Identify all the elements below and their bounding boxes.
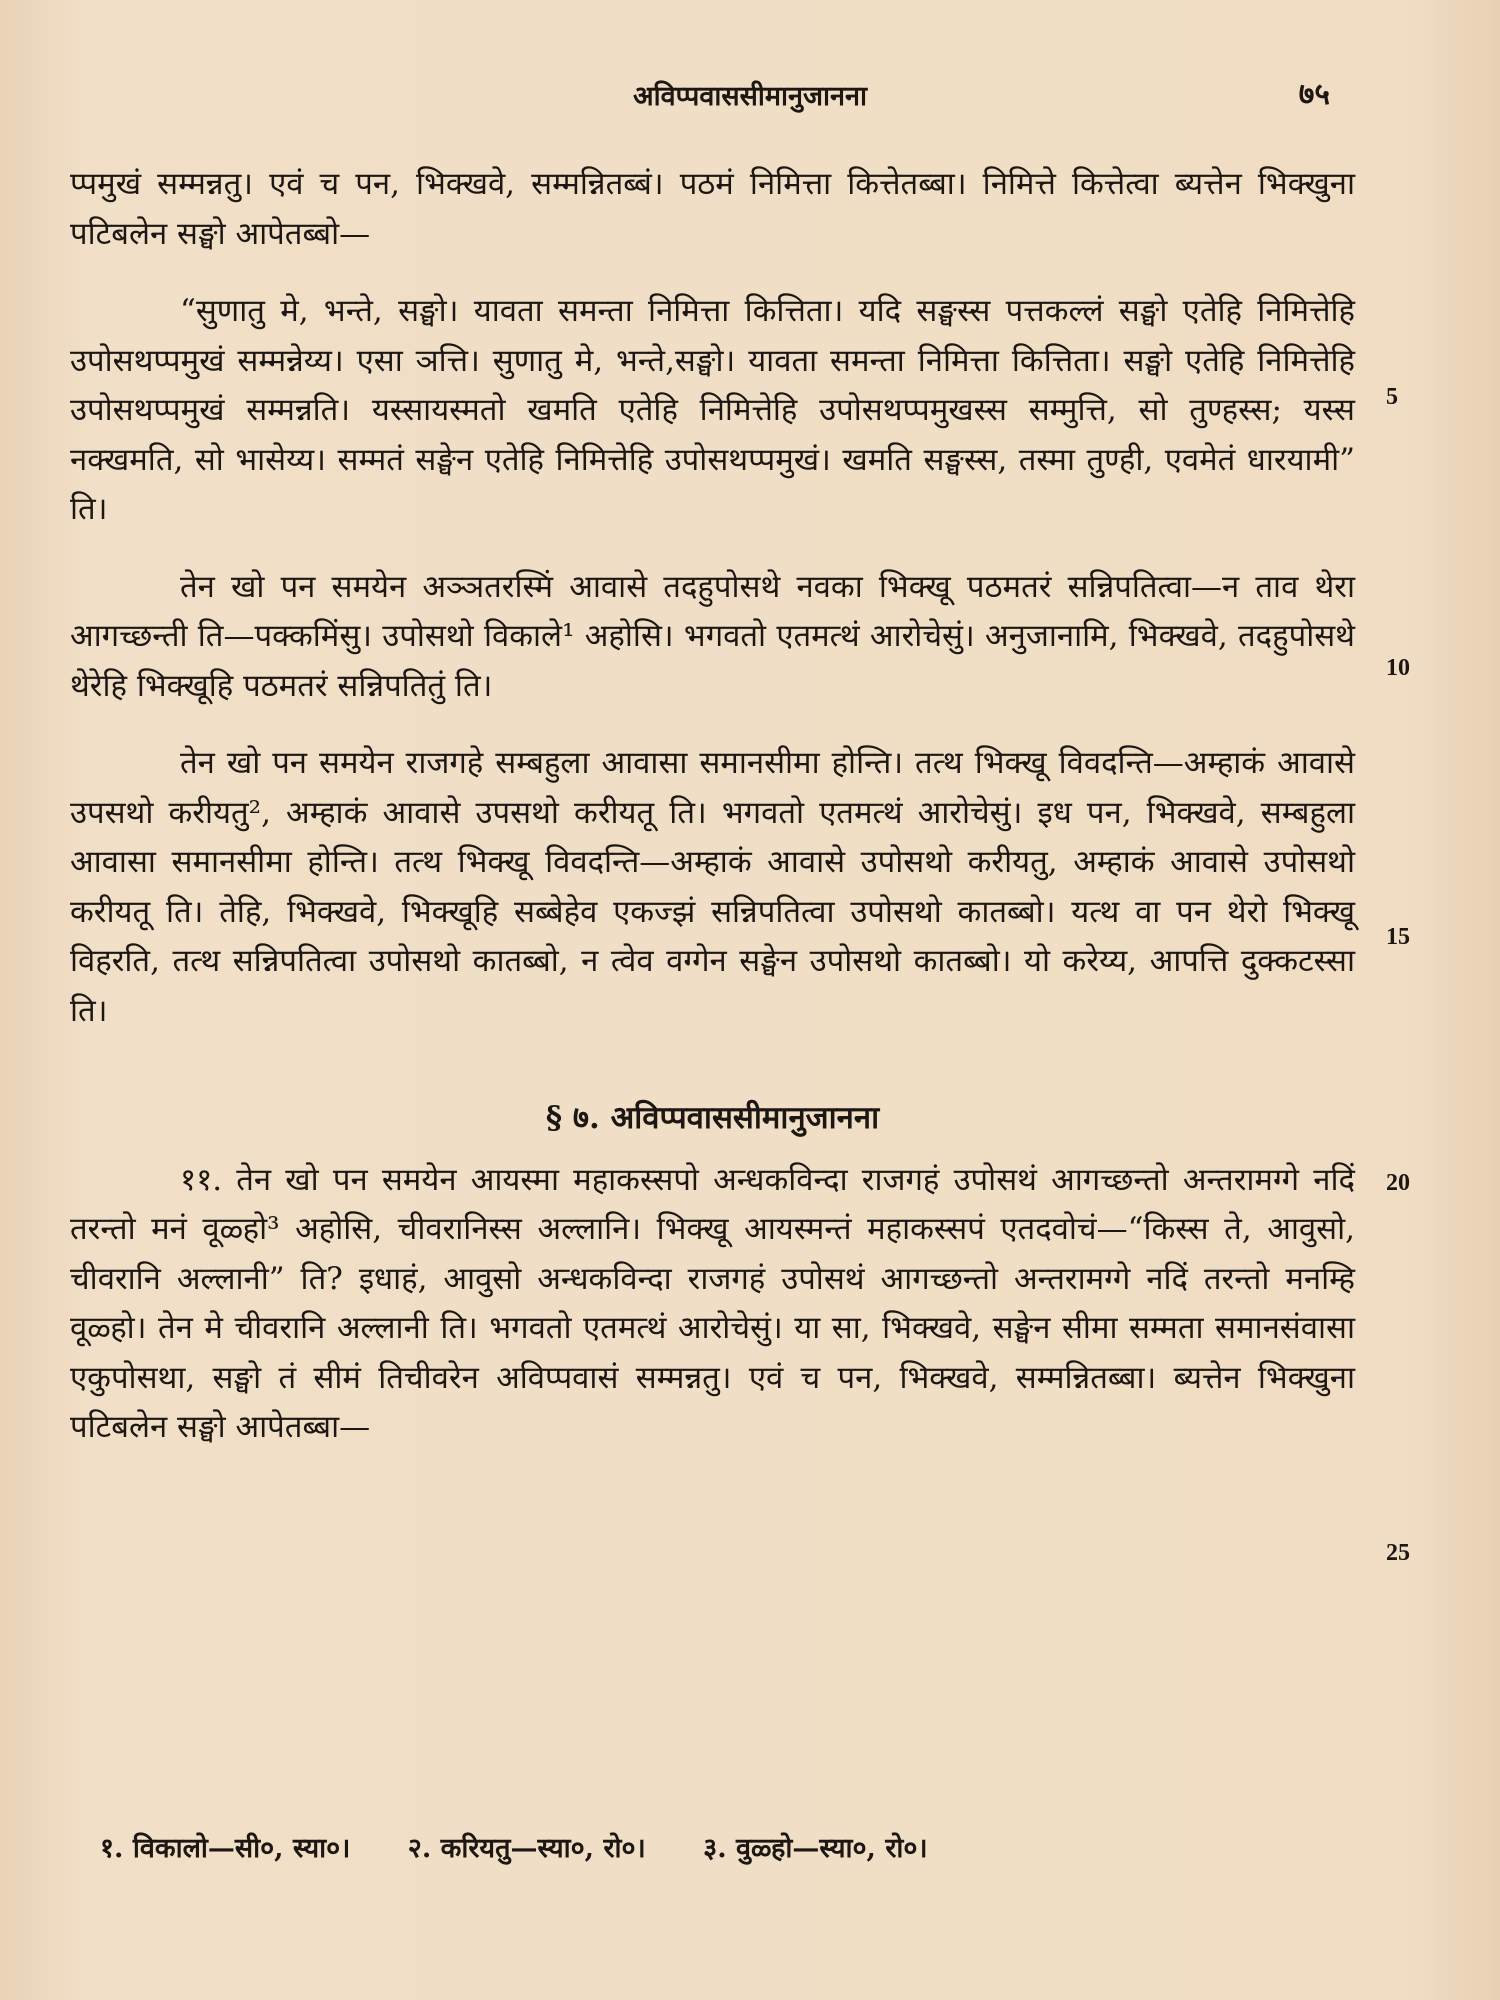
footnote: २. करियतु—स्या०, रो०। bbox=[407, 1833, 646, 1864]
footnote: १. विकालो—सी०, स्या०। bbox=[100, 1833, 351, 1864]
footnote: ३. वुळ्हो—स्या०, रो०। bbox=[703, 1833, 928, 1864]
line-number: 5 bbox=[1386, 384, 1398, 410]
page-number: ७५ bbox=[1298, 77, 1330, 112]
footnotes bbox=[100, 1826, 1360, 1872]
line-number: 15 bbox=[1386, 924, 1410, 950]
paragraph: ११. तेन खो पन समयेन आयस्मा महाकस्सपो अन्धकविन्दा राजगहं उपोसथं आगच्छन्तो अन्तरामग्गे नदिं तरन्तो मनं वूळ्हो³ अहोसि, चीवरानिस्स अल्लानि। भिक्खू आयस्मन्तं महाकस्सपं एतदवोचं—“किस्स ते, आवुसो, चीवरानि अल्लानी” ति? इधाहं, आवुसो अन्धकविन्दा राजगहं उपोसथं आगच्छन्तो अन्तरामग्गे नदिं तरन्तो मनम्हि वूळ्हो। तेन मे चीवरानि अल्लानी ति। भगवतो एतमत्थं आरोचेसुं। या सा, भिक्खवे, सङ्घेन सीमा सम्मता समानसंवासा एकुपोसथा, सङ्घो तं सीमं तिचीवरेन अविप्पवासं सम्मन्नतु। एवं च पन, भिक्खवे, सम्मन्नितब्बा। ब्यत्तेन भिक्खुना पटिबलेन सङ्घो आपेतब्बा— bbox=[70, 1161, 1355, 1445]
paragraph: प्पमुखं सम्मन्नतु। एवं च पन, भिक्खवे, सम्मन्नितब्बं। पठमं निमित्ता कित्तेतब्बा। निमित्ते कित्तेत्वा ब्यत्तेन भिक्खुना पटिबलेन सङ्घो आपेतब्बो— bbox=[70, 166, 1355, 252]
line-number: 25 bbox=[1386, 1540, 1410, 1566]
line-number: 10 bbox=[1386, 655, 1410, 681]
paragraph: तेन खो पन समयेन अञ्ञतरस्मिं आवासे तदहुपोसथे नवका भिक्खू पठमतरं सन्निपतित्वा—न ताव थेरा आगच्छन्ती ति—पक्कमिंसु। उपोसथो विकाले¹ अहोसि। भगवतो एतमत्थं आरोचेसुं। अनुजानामि, भिक्खवे, तदहुपोसथे थेरेहि भिक्खूहि पठमतरं सन्निपतितुं ति। bbox=[70, 568, 1355, 704]
main-text bbox=[70, 160, 1355, 1453]
paragraph: “सुणातु मे, भन्ते, सङ्घो। यावता समन्ता निमित्ता कित्तिता। यदि सङ्घस्स पत्तकल्लं सङ्घो एतेहि निमित्तेहि उपोसथप्पमुखं सम्मन्नेय्य। एसा ञत्ति। सुणातु मे, भन्ते,सङ्घो। यावता समन्ता निमित्ता कित्तिता। सङ्घो एतेहि निमित्तेहि उपोसथप्पमुखं सम्मन्नति। यस्सायस्मतो खमति एतेहि निमित्तेहि उपोसथप्पमुखस्स सम्मुत्ति, सो तुण्हस्स; यस्स नक्खमति, सो भासेय्य। सम्मतं सङ्घेन एतेहि निमित्तेहि उपोसथप्पमुखं। खमति सङ्घस्स, तस्मा तुण्ही, एवमेतं धारयामी” ति। bbox=[70, 293, 1355, 527]
paragraph: तेन खो पन समयेन राजगहे सम्बहुला आवासा समानसीमा होन्ति। तत्थ भिक्खू विवदन्ति—अम्हाकं आवासे उपसथो करीयतु², अम्हाकं आवासे उपसथो करीयतू ति। भगवतो एतमत्थं आरोचेसुं। इध पन, भिक्खवे, सम्बहुला आवासा समानसीमा होन्ति। तत्थ भिक्खू विवदन्ति—अम्हाकं आवासे उपोसथो करीयतु, अम्हाकं आवासे उपोसथो करीयतू ति। तेहि, भिक्खवे, भिक्खूहि सब्बेहेव एकज्झं सन्निपतित्वा उपोसथो कातब्बो। यत्थ वा पन थेरो भिक्खू विहरति, तत्थ सन्निपतित्वा उपोसथो कातब्बो, न त्वेव वग्गेन सङ्घेन उपोसथो कातब्बो। यो करेय्य, आपत्ति दुक्कटस्सा ति। bbox=[70, 745, 1355, 1029]
section-heading: § ७. अविप्पवाससीमानुजानना bbox=[545, 1100, 880, 1136]
running-title: अविप्पवाससीमानुजानना bbox=[633, 81, 867, 112]
line-number: 20 bbox=[1386, 1170, 1410, 1196]
